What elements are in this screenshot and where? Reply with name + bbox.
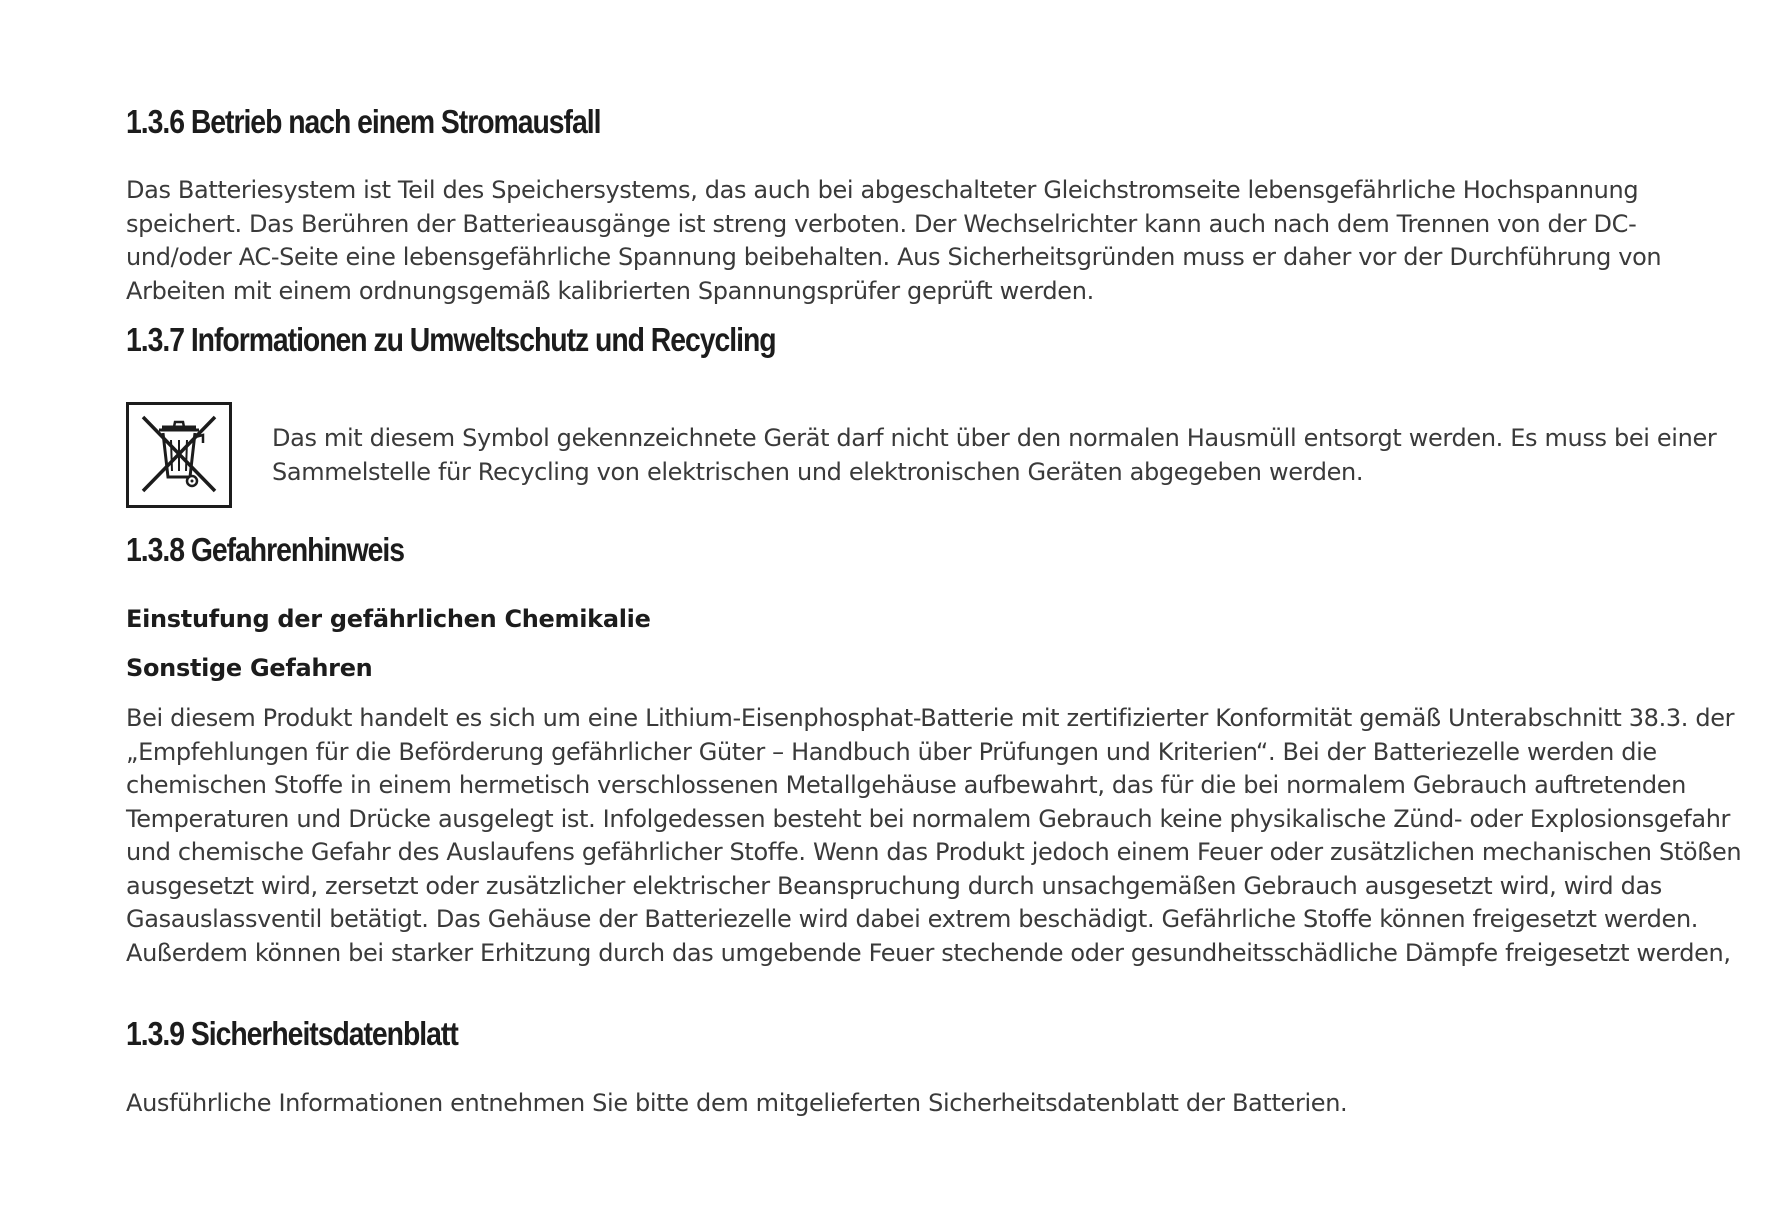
heading-1-3-8: 1.3.8 Gefahrenhinweis [126,531,405,568]
heading-1-3-6: 1.3.6 Betrieb nach einem Stromausfall [126,103,601,140]
subheading-other-hazards: Sonstige Gefahren [126,654,373,682]
paragraph-hazard-notice: Bei diesem Produkt handelt es sich um eine Lithium-Eisenphosphat-Batterie mit zertifizierter Konformität gemäß Unterabschnitt 38.3. der „Empfehlungen für die Beförderung gefährlicher Güter – Handbuch über Prüfungen und Kriterien“. Bei der Batteriezelle werden die chemischen Stoffe in einem hermetisch verschlossenen Metallgehäuse aufbewahrt, das für die bei normalem Gebrauch auftretenden Temperaturen und Drücke ausgelegt ist. Infolgedessen besteht bei normalem Gebrauch keine physikalische Zünd- oder Explosionsgefahr und chemische Gefahr des Auslaufens gefährlicher Stoffe. Wenn das Produkt jedoch einem Feuer oder zusätzlichen mechanischen Stößen ausgesetzt wird, zersetzt oder zusätzlicher elektrischer Beanspruchung durch unsachgemäßen Gebrauch ausgesetzt wird, wird das Gasauslassventil betätigt. Das Gehäuse der Batteriezelle wird dabei extrem beschädigt. Gefährliche Stoffe können freigesetzt werden. Außerdem können bei starker Erhitzung durch das umgebende Feuer stechende oder gesundheitsschädliche Dämpfe freigesetzt werden, [126,704,1742,967]
paragraph-recycling: Das mit diesem Symbol gekennzeichnete Gerät darf nicht über den normalen Hausmüll entsorgt werden. Es muss bei einer Sammelstelle für Recycling von elektrischen und elektronischen Geräten abgegeben werden. [272,424,1717,486]
heading-1-3-9: 1.3.9 Sicherheitsdatenblatt [126,1015,458,1052]
crossed-out-wheeled-bin-icon [126,402,232,508]
paragraph-power-failure: Das Batteriesystem ist Teil des Speichersystems, das auch bei abgeschalteter Gleichstromseite lebensgefährliche Hochspannung speichert. Das Berühren der Batterieausgänge ist streng verboten. Der Wechselrichter kann auch nach dem Trennen von der DC- und/oder AC-Seite eine lebensgefährliche Spannung beibehalten. Aus Sicherheitsgründen muss er daher vor der Durchführung von Arbeiten mit einem ordnungsgemäß kalibrierten Spannungsprüfer geprüft werden. [126,176,1662,305]
heading-1-3-7: 1.3.7 Informationen zu Umweltschutz und Recycling [126,321,776,358]
subheading-chemical-classification: Einstufung der gefährlichen Chemikalie [126,605,651,633]
paragraph-safety-data-sheet: Ausführliche Informationen entnehmen Sie bitte dem mitgelieferten Sicherheitsdatenblatt der Batterien. [126,1089,1348,1117]
